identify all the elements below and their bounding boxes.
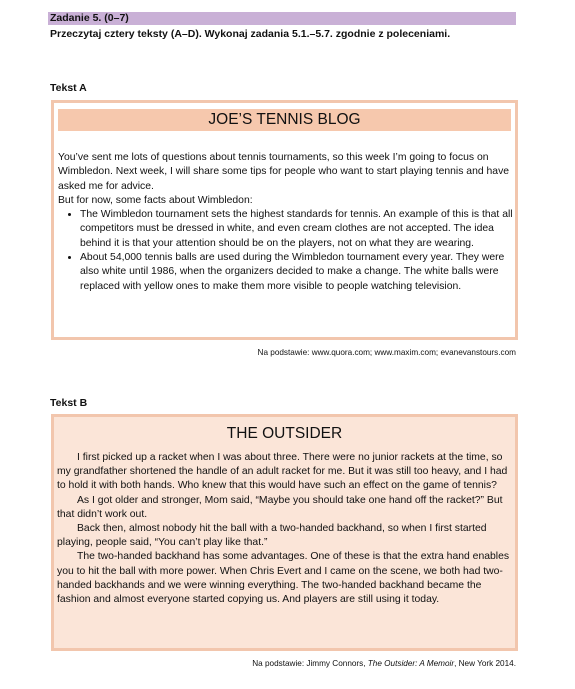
text-b-box [51,414,518,651]
text-a-bullet: • The Wimbledon tournament sets the highest standards for tennis. An example of this is that all competitors must be dressed in white, and even cream clothes are not accepted. The idea behind it is that your attention should be on the players, not on what they are wearing. [80,208,513,251]
text-a-body [58,151,513,294]
text-a-intro: You’ve sent me lots of questions about tennis tournaments, so this week I’m going to focus on Wimbledon. Next week, I will share some tips for people who want to start playing tennis and have asked me for advice. [58,152,510,192]
text-a-label: Tekst A [50,82,87,94]
text-b-label: Tekst B [50,397,88,409]
source-suffix: , New York 2014. [454,659,516,668]
text-a-box [51,100,518,340]
text-b-paragraph: As I got older and stronger, Mom said, “Maybe you should take one hand off the racket?” But that didn’t work out. [57,494,503,520]
task-instruction: Przeczytaj cztery teksty (A–D). Wykonaj zadania 5.1.–5.7. zgodnie z poleceniami. [50,28,451,40]
text-a-title: JOE’S TENNIS BLOG [58,109,511,131]
text-a-bullet-list [58,208,513,294]
text-b-paragraph: Back then, almost nobody hit the ball with a two-handed backhand, so when I first started playing, people said, “You can’t play like that.” [57,523,487,549]
text-b-paragraph: I first picked up a racket when I was about three. There were no junior rackets at the time, so my grandfather shortened the handle of an adult racket for me. But it was still too heavy, and I had to hold it with both hands. Who knew that this would have such an effect on the game of tennis? [57,452,508,492]
text-a-source: Na podstawie: www.quora.com; www.maxim.com; evanevanstours.com [257,348,516,357]
text-b-body [57,451,512,607]
text-b-paragraph: The two-handed backhand has some advantages. One of these is that the extra hand enables you to hit the ball with more power. When Chris Evert and I came on the scene, we both had two-handed backhands and we were winning everything. The two-handed backhand became the fashion and almost everyone started copying us. And players are still using it today. [57,551,510,606]
source-book-title: The Outsider: A Memoir [367,659,455,668]
text-a-bullet: • About 54,000 tennis balls are used during the Wimbledon tournament every year. They were also white until 1986, when the organizers decided to make a change. The white balls were replaced with yellow ones to make them more visible to people watching television. [80,251,513,294]
text-b-title: THE OUTSIDER [226,425,343,442]
text-a-lead: But for now, some facts about Wimbledon: [58,194,253,206]
text-b-source [252,659,516,668]
source-prefix: Na podstawie: Jimmy Connors, [252,659,368,668]
task-header: Zadanie 5. (0–7) [48,12,516,25]
